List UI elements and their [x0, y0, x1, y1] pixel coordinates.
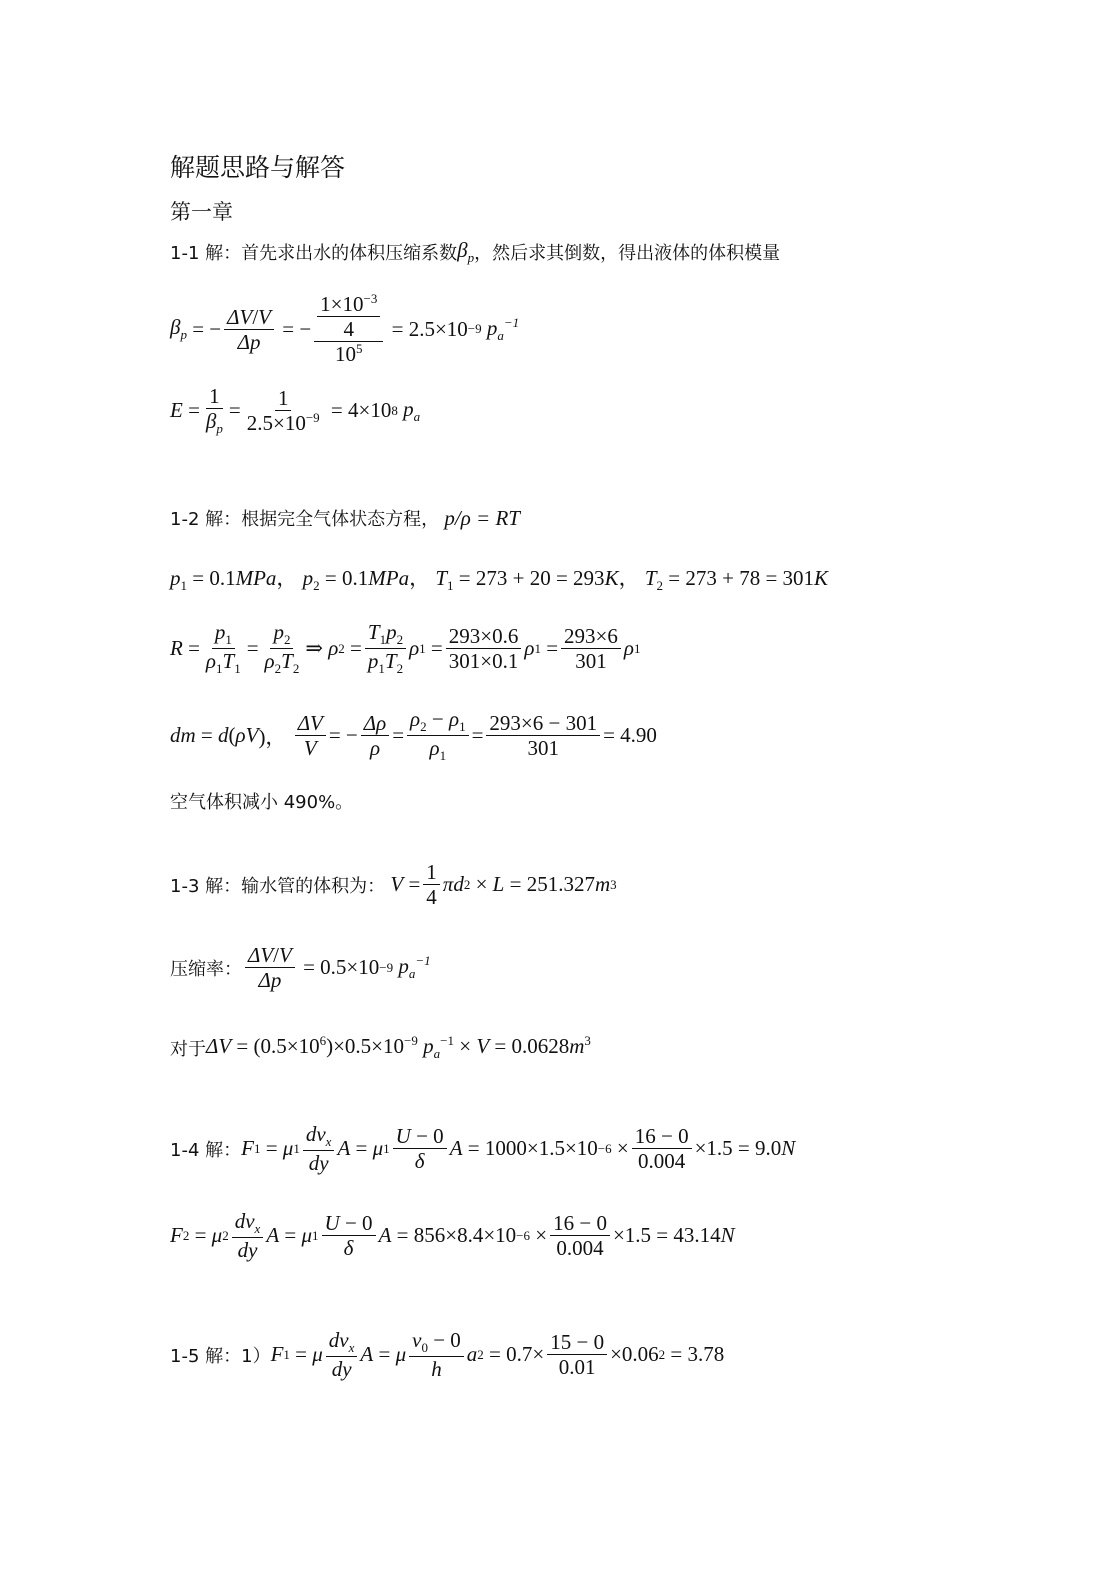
- problem-1-5-F1: [170, 1328, 724, 1381]
- compressibility-label: 压缩率：: [170, 958, 242, 980]
- problem-1-1-intro: [170, 238, 780, 266]
- problem-1-3-label: 1-3 解：输水管的体积为：: [170, 875, 386, 897]
- problem-1-1-label-2: ，然后求其倒数，得出液体的体积模量: [474, 243, 781, 265]
- compressibility-equation: $\frac{\Delta V/V}{\Delta p}$ = 0.5×10 −9 $p_a^{-1}$: [242, 943, 431, 992]
- force-1-equation: F 1 = μ 1 $\frac{dv_x}{dy}$ A = μ 1 $\frac{U - 0}{\delta}$ A = 1000×1.5×10 −6 × $\frac{16 - 0}{0.004}$ ×1.5 = 9.0 N: [241, 1122, 796, 1176]
- problem-1-2-label: 1-2 解：根据完全气体状态方程，: [170, 509, 440, 530]
- problem-1-5-label: 1-5 解：1）: [170, 1345, 271, 1367]
- gas-conditions: $p_1 = 0.1MPa$， $p_2 = 0.1MPa$， $T_1 = 273 + 20 = 293K$， $T_2 = 273 + 78 = 301K$: [170, 566, 829, 594]
- compressibility-line: [170, 943, 431, 992]
- modulus-equation: E = $\frac{1}{\beta_p}$ = $\frac{1}{2.5\times 10^{-9}}$ = 4×10 8 $p_a$: [170, 384, 421, 437]
- page-title: 解题思路与解答: [170, 153, 346, 182]
- beta-equation: $\beta_p$ = − $\frac{\Delta V/V}{\Delta p}$ = − $\frac{\frac{1\times 10^{-3}}{4}}{10^5}$ = 2.5×10 −9 $p_a^{-1}$: [170, 291, 520, 367]
- chapter-heading: 第一章: [170, 200, 233, 224]
- delta-v-line: [170, 1033, 591, 1062]
- problem-1-4-label: 1-4 解：: [170, 1139, 242, 1161]
- density-equation: R = $\frac{p_1}{\rho_1T_1}$ = $\frac{p_2}{\rho_2T_2}$ ⇒ ρ 2 = $\frac{T_1p_2}{p_1T_2}$ ρ 1 = $\frac{293\times 0.6}{301\times 0.1}$ ρ 1 = $\frac{293\times 6}{301}$ ρ 1: [170, 620, 641, 677]
- beta-symbol: $\beta_p$: [457, 238, 475, 266]
- force-2-equation: F 2 = μ 2 $\frac{dv_x}{dy}$ A = μ 1 $\frac{U - 0}{\delta}$ A = 856×8.4×10 −6 × $\frac{16 - 0}{0.004}$ ×1.5 = 43.14 N: [170, 1209, 735, 1263]
- problem-1-4-F1: [170, 1122, 795, 1175]
- pipe-volume-equation: V = $\frac{1}{4}$ πd 2 × L = 251.327 m 3: [390, 860, 617, 910]
- problem-1-2-conclusion: 空气体积减小 490%。: [170, 792, 354, 813]
- volume-change-equation: dm = d ( ρV )， $\frac{\Delta V}{V}$ = − $\frac{\Delta\rho}{\rho}$ = $\frac{\rho_2 - \rho_1}{\rho_1}$ = $\frac{293\times 6 - 301}{301}$ = 4.90: [170, 707, 657, 764]
- force-1-5-equation: F 1 = μ $\frac{dv_x}{dy}$ A = μ $\frac{v_0 - 0}{h}$ a 2 = 0.7× $\frac{15 - 0}{0.01}$ ×0.06 2 = 3.78: [270, 1328, 725, 1382]
- delta-v-equation: $\Delta V = (0.5\times 10^6)\times 0.5\times 10^{-9}$ $p_a^{-1} \times V = 0.0628m^3$: [206, 1033, 591, 1062]
- delta-v-label: 对于: [170, 1038, 206, 1060]
- problem-1-2-intro: [170, 505, 520, 531]
- gas-law: p/ρ = RT: [439, 505, 520, 530]
- problem-1-1-label: 1-1 解：首先求出水的体积压缩系数: [170, 243, 458, 265]
- problem-1-3-intro: [170, 860, 617, 909]
